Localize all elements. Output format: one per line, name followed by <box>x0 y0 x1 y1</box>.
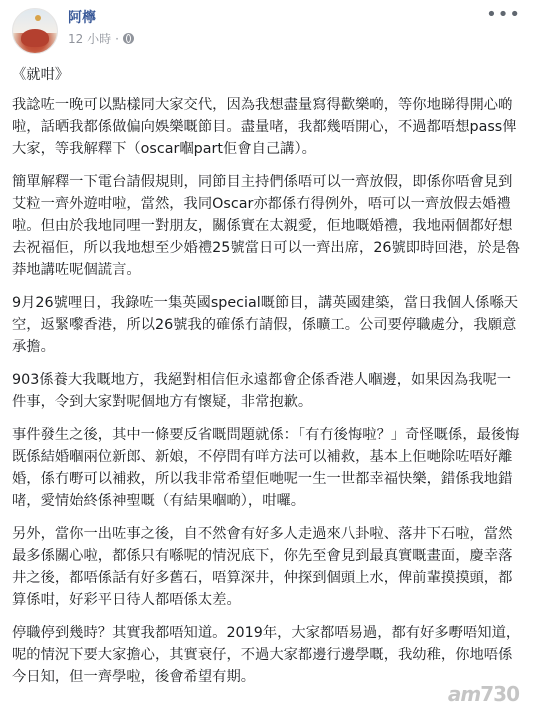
paragraph: 我諗咗一晚可以點樣同大家交代，因為我想盡量寫得歡樂啲，等你地睇得開心啲啦，話晒我都係做偏向娛樂嘅節目。盡量啫，我都幾唔開心，不過都唔想pass俾大家，等我解釋下（oscar嗰part佢會自己講）。 <box>12 97 517 157</box>
post-meta <box>68 30 134 47</box>
paragraph: 9月26號哩日，我錄咗一集英國special嘅節目，講英國建築，當日我個人係喺天空，返緊嚟香港，所以26號我的確係冇請假，係曠工。公司要停職處分，我願意承擔。 <box>12 295 519 355</box>
globe-icon[interactable] <box>123 33 134 44</box>
more-icon[interactable]: ••• <box>486 4 521 25</box>
watermark-logo <box>448 682 519 706</box>
meta-separator: · <box>115 31 119 46</box>
paragraph: 停職停到幾時？其實我都唔知道。2019年，大家都唔易過，都有好多嘢唔知道，呢的情況下要大家擔心，其實衰仔，不過大家都邊行邊學嘅，我幼稚，你地唔係今日知，但一齊學啦，後會希望有期。 <box>12 625 521 685</box>
avatar-sun <box>35 15 41 21</box>
paragraph: 事件發生之後，其中一條要反省嘅問題就係：「有冇後悔啦？」奇怪嘅係，最後悔既係結婚嗰兩位新郎、新娘，不停問有咩方法可以補救，基本上佢哋除咗唔好離婚，係冇嘢可以補救，所以我非常希望佢哋呢一生一世都幸福快樂，錯係我地錯啫，愛情始終係神聖嘅（有結果嗰啲），咁囉。 <box>12 427 520 509</box>
post-body <box>12 64 524 699</box>
paragraph: 另外，當你一出咗事之後，自不然會有好多人走過來八卦啦、落井下石啦，當然最多係關心啦，都係只有喺呢的情況底下，你先至會見到最真實嘅畫面，慶幸落井之後，都唔係話有好多舊石，唔算深井，仲探到個頭上水，俾前輩摸摸頭，都算係咁，好彩平日待人都唔係太差。 <box>12 526 513 608</box>
avatar[interactable] <box>12 8 58 54</box>
post-header <box>0 0 533 60</box>
paragraph: 903係養大我嘅地方，我絕對相信佢永遠都會企係香港人嗰邊，如果因為我呢一件事，令到大家對呢個地方有懷疑，非常抱歉。 <box>12 372 512 410</box>
post-title: 《就咁》 <box>12 67 70 83</box>
paragraph: 簡單解釋一下電台請假規則，同節目主持們係唔可以一齊放假，即係你唔會見到艾粒一齊外遊咁啦，當然，我同Oscar亦都係冇得例外，唔可以一齊放假去婚禮啦。但由於我地同哩一對朋友，關係實在太親愛，佢地嘅婚禮，我地兩個都好想去祝福佢，所以我地想至少婚禮25號當日可以一齊出席，26號即時回港，於是魯莽地講咗呢個謊言。 <box>12 174 521 278</box>
avatar-figure <box>21 29 49 47</box>
watermark-num: 730 <box>480 682 519 706</box>
post-time[interactable]: 12 小時 <box>68 32 112 46</box>
author-name[interactable]: 阿檸 <box>68 10 96 26</box>
watermark-am: am <box>447 682 481 706</box>
